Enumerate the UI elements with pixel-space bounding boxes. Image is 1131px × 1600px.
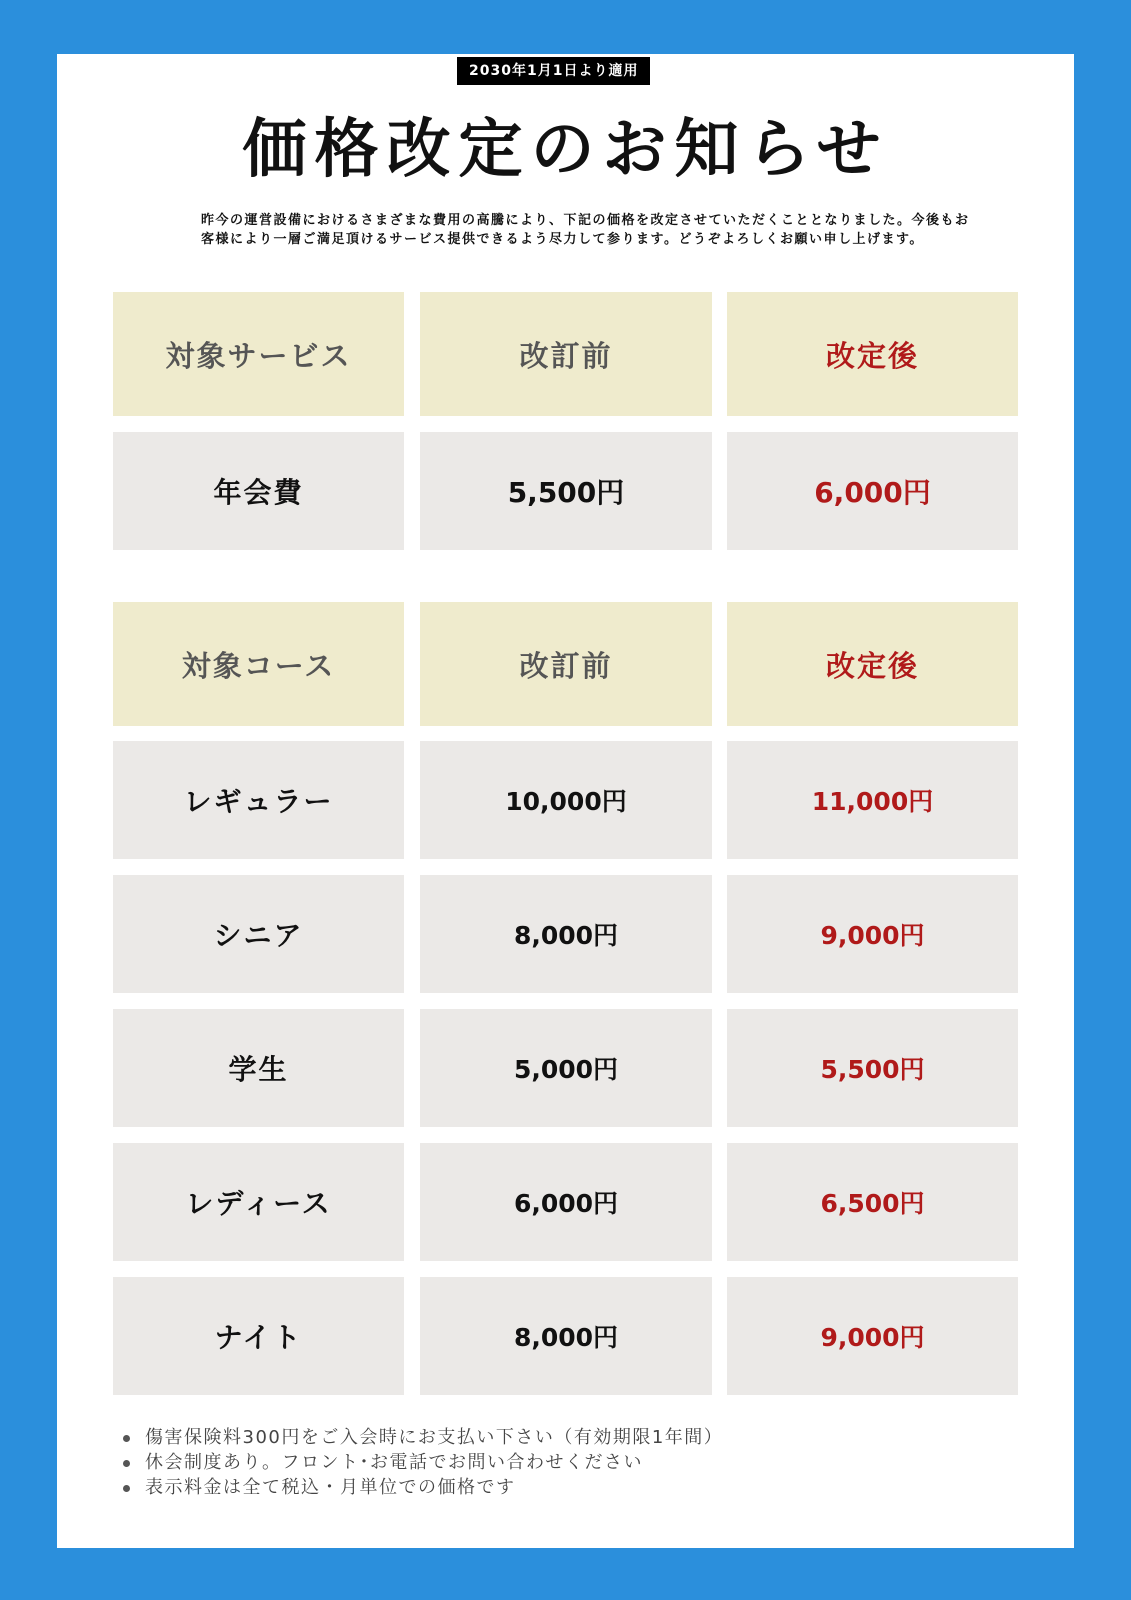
note-item: 傷害保険料300円をご入会時にお支払い下さい（有効期限1年間） — [121, 1425, 1021, 1450]
price-notice-page — [57, 54, 1074, 1548]
notes-list — [121, 1425, 1021, 1500]
service-row-before: 5,500円 — [420, 432, 712, 550]
course-row-after: 11,000円 — [727, 741, 1018, 859]
page-title: 価格改定のお知らせ — [242, 113, 889, 187]
note-item: 表示料金は全て税込・月単位での価格です — [121, 1475, 1021, 1500]
course-row-name: レディース — [113, 1143, 404, 1261]
course-row-before: 6,000円 — [420, 1143, 712, 1261]
service-row-name: 年会費 — [113, 432, 404, 550]
course-header-target: 対象コース — [113, 602, 404, 726]
service-header-target: 対象サービス — [113, 292, 404, 416]
course-header-after: 改定後 — [727, 602, 1018, 726]
service-header-before: 改訂前 — [420, 292, 712, 416]
course-row-before: 8,000円 — [420, 875, 712, 993]
course-row-after: 5,500円 — [727, 1009, 1018, 1127]
course-row-name: シニア — [113, 875, 404, 993]
course-row-after: 9,000円 — [727, 1277, 1018, 1395]
course-row-name: 学生 — [113, 1009, 404, 1127]
course-row-name: ナイト — [113, 1277, 404, 1395]
course-row-before: 5,000円 — [420, 1009, 712, 1127]
course-header-before: 改訂前 — [420, 602, 712, 726]
course-row-after: 9,000円 — [727, 875, 1018, 993]
effective-date-badge: 2030年1月1日より適用 — [457, 57, 650, 85]
service-row-after: 6,000円 — [727, 432, 1018, 550]
note-item: 休会制度あり。フロント･お電話でお問い合わせください — [121, 1450, 1021, 1475]
course-row-after: 6,500円 — [727, 1143, 1018, 1261]
intro-text: 昨今の運営設備におけるさまざまな費用の高騰により、下記の価格を改定させていただくこととなりました。今後もお客様により一層ご満足頂けるサービス提供できるよう尽力して参ります。どうぞよろしくお願い申し上げます。 — [201, 213, 970, 247]
service-header-after: 改定後 — [727, 292, 1018, 416]
course-row-before: 10,000円 — [420, 741, 712, 859]
course-row-before: 8,000円 — [420, 1277, 712, 1395]
course-row-name: レギュラー — [113, 741, 404, 859]
